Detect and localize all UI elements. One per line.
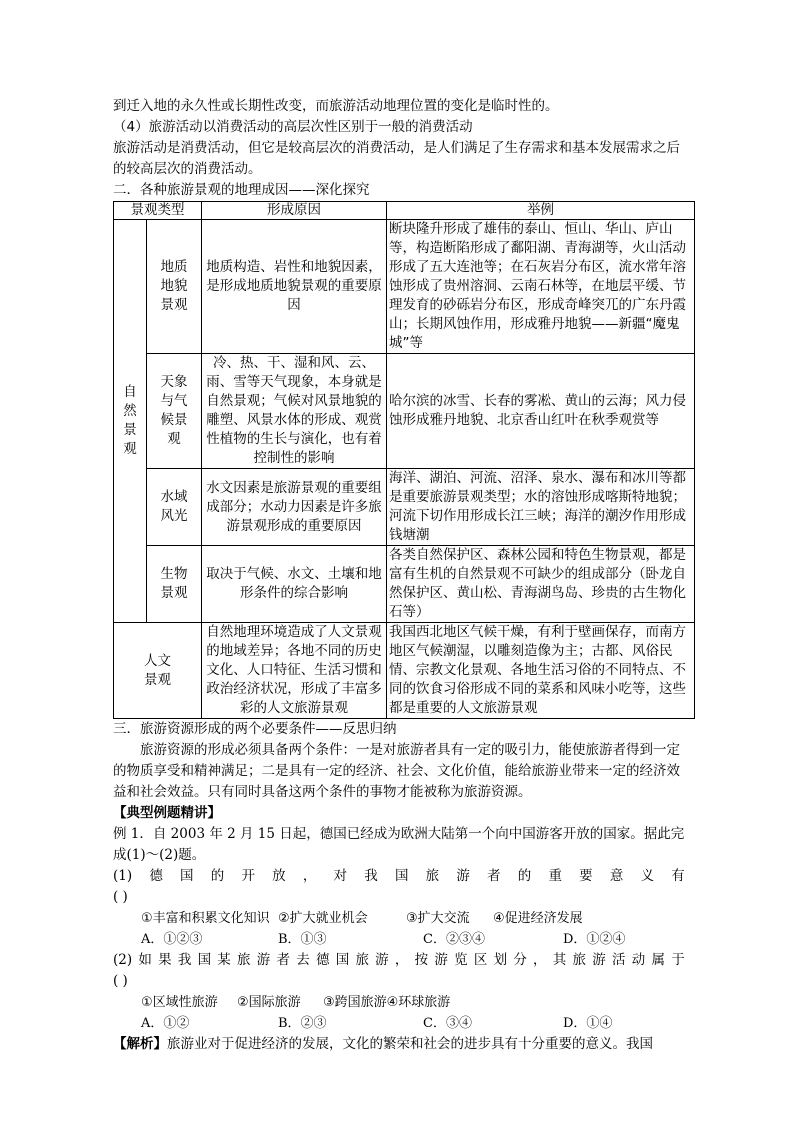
scenic-table (113, 201, 695, 719)
q1-choice: A．①②③ (141, 932, 203, 947)
reason-cell: 冷、热、干、湿和风、云、雨、雪等天气现象，本身就是自然景观；气候对风景地貌的雕塑、风景水体的形成、观赏性植物的生长与演化，也有着控制性的影响 (202, 354, 387, 469)
reason-cell: 水文因素是旅游景观的重要组成部分；水动力因素是许多旅游景观形成的重要原因 (202, 469, 387, 546)
question1-stem (113, 866, 685, 887)
question-stem-char: 我 (177, 952, 192, 968)
question-stem-char: 德 (149, 868, 163, 884)
section3-body: 旅游资源的形成必须具备两个条件：一是对旅游者具有一定的吸引力，能使旅游者得到一定的物质享受和精神满足；二是具有一定的经济、社会、文化价值，能给旅游业带来一定的经济效益和社会效益。只有同时具备这两个条件的事物才能被称为旅游资源。 (113, 742, 680, 800)
question-stem-char: 于 (671, 952, 685, 968)
question-stem-char: 有 (671, 868, 685, 884)
example1-intro: 例 1．自 2003 年 2 月 15 日起，德国已经成为欧洲大陆第一个向中国游客开放的国家。据此完成(1)～(2)题。 (113, 826, 685, 863)
reason-cell: 自然地理环境造成了人文景观的地域差异；各地不同的历史文化、人口特征、生活习惯和政治经济状况，形成了丰富多彩的人文旅游景观 (202, 623, 387, 719)
question2-stem (113, 950, 685, 971)
type-cell (147, 546, 202, 623)
example-cell: 哈尔滨的冰雪、长春的雾凇、黄山的云海；风力侵蚀形成雅丹地貌、北京香山红叶在秋季观赏等 (387, 354, 695, 469)
question-stem-char: 重 (548, 868, 562, 884)
question-stem-char: 我 (364, 868, 378, 884)
question-stem-char: 国 (394, 868, 409, 884)
question-stem-char: 按 (414, 952, 429, 968)
question-stem-char: 活 (611, 952, 626, 968)
question2-items (113, 992, 685, 1013)
question-stem-char: 游 (256, 952, 271, 968)
example-cell: 我国西北地区气候干燥，有利于壁画保存，而南方地区气候潮湿，以雕刻造像为主；古都、风俗民情、宗教文化景观、各地生活习俗的不同特点、不同的饮食习俗形成不同的菜系和风味小吃等，这些都是重要的人文旅游景观 (387, 623, 695, 719)
question-stem-char: ， (533, 952, 547, 968)
example-cell: 各类自然保护区、森林公园和特色生物景观，都是富有生机的自然景观不可缺少的组成部分（卧龙自然保护区、黄山松、青海湖鸟岛、珍贵的古生物化石等） (387, 546, 695, 623)
q2-choice: C．③④ (423, 1016, 472, 1031)
natural-category-label: 自然景观 (123, 384, 137, 457)
example-cell: 海洋、湖泊、河流、沼泽、泉水、瀑布和冰川等都是重要旅游景观类型；水的溶蚀形成喀斯特地貌；河流下切作用形成长江三峡；海洋的潮汐作用形成钱塘潮 (387, 469, 695, 546)
type-label: 水域风光 (160, 489, 188, 524)
q1-item: ③扩大交流 (406, 911, 470, 926)
intro-line: 到迁入地的永久性或长期性改变，而旅游活动地理位置的变化是临时性的。 (113, 98, 559, 114)
q1-item: ①丰富和积累文化知识 (141, 911, 270, 926)
reason-cell: 取决于气候、水文、土壤和地形条件的综合影响 (202, 546, 387, 623)
question1-paren: ( ) (113, 889, 128, 905)
table-row (114, 623, 695, 719)
q2-choice: D．①④ (563, 1016, 613, 1031)
q2-item: ③跨国旅游④环球旅游 (323, 995, 451, 1010)
question-stem-char: 义 (640, 868, 655, 884)
question-stem-char: 其 (552, 952, 567, 968)
analysis-line (113, 1034, 685, 1055)
question-stem-char: (1) (113, 868, 133, 884)
table-row (114, 469, 695, 546)
table-row (114, 220, 695, 354)
question-stem-char: 旅 (425, 868, 440, 884)
question-stem-char: 去 (296, 952, 310, 968)
question-stem-char: 分 (513, 952, 527, 968)
question-stem-char: (2) (113, 952, 133, 968)
question-stem-char: 属 (651, 952, 665, 968)
question1-choices (113, 929, 685, 950)
question-stem-char: 对 (333, 868, 348, 884)
question-stem-char: 意 (609, 868, 624, 884)
type-cell (147, 220, 202, 354)
question-stem-char: 国 (197, 952, 212, 968)
table-row (114, 546, 695, 623)
question-stem-char: 游 (592, 952, 606, 968)
analysis-label: 【解析】 (113, 1036, 167, 1052)
question-stem-char: ， (394, 952, 409, 968)
question-stem-char: 旅 (572, 952, 587, 968)
type-label: 生物景观 (160, 566, 188, 601)
question-stem-char: 游 (456, 868, 470, 884)
question-stem-char: 区 (473, 952, 488, 968)
question-stem-char: 游 (434, 952, 448, 968)
header-type: 景观类型 (114, 202, 202, 220)
natural-category-cell (114, 220, 147, 623)
q1-item: ②扩大就业机会 (278, 911, 368, 926)
question-stem-char: 德 (315, 952, 330, 968)
question-stem-char: 者 (276, 952, 290, 968)
question-stem-char: 览 (454, 952, 468, 968)
question2-paren: ( ) (113, 973, 128, 989)
human-type-cell (114, 623, 202, 719)
q1-item: ④促进经济发展 (493, 911, 583, 926)
question-stem-char: 果 (158, 952, 172, 968)
human-type-label: 人文景观 (144, 652, 171, 688)
example-cell: 断块隆升形成了雄伟的泰山、恒山、华山、庐山等，构造断陷形成了鄱阳湖、青海湖等，火山活动形成了五大连池等；在石灰岩分布区，流水常年溶蚀形成了贵州溶洞、云南石林等，在地层平缓、节理发育的砂砾岩分布区，形成奇峰突兀的广东丹霞山；长期风蚀作用，形成雅丹地貌——新疆“魔鬼城”等 (387, 220, 695, 354)
q2-choice: A．①② (141, 1016, 190, 1031)
q1-choice: C．②③④ (423, 932, 485, 947)
question-stem-char: 旅 (237, 952, 251, 968)
question-stem-char: 要 (579, 868, 593, 884)
section3-title: 三．旅游资源形成的两个必要条件——反思归纳 (113, 721, 397, 737)
q2-item: ①区域性旅游 (141, 995, 218, 1010)
header-reason: 形成原因 (202, 202, 387, 220)
type-cell (147, 354, 202, 469)
header-example: 举例 (387, 202, 695, 220)
question-stem-char: 游 (375, 952, 389, 968)
question-stem-char: 的 (210, 868, 225, 884)
q1-choice: D．①②④ (563, 932, 626, 947)
question1-items (113, 908, 685, 929)
question-stem-char: 划 (493, 952, 508, 968)
question-stem-char: 某 (217, 952, 231, 968)
reason-cell: 地质构造、岩性和地貌因素，是形成地质地貌景观的重要原因 (202, 220, 387, 354)
question2-choices (113, 1013, 685, 1034)
question-stem-char: 放 (272, 868, 286, 884)
table-row (114, 354, 695, 469)
type-label: 地质地貌景观 (160, 259, 188, 313)
question-stem-char: 开 (241, 868, 255, 884)
question-stem-char: 动 (631, 952, 646, 968)
q2-choice: B．②③ (278, 1016, 327, 1031)
question-stem-char: 国 (180, 868, 194, 884)
type-cell (147, 469, 202, 546)
document-page (113, 96, 685, 1055)
analysis-text: 旅游业对于促进经济的发展，文化的繁荣和社会的进步具有十分重要的意义。我国 (167, 1036, 653, 1052)
question-stem-char: 旅 (355, 952, 369, 968)
question-stem-char: 国 (335, 952, 350, 968)
question-stem-char: 的 (517, 868, 532, 884)
question-stem-char: 如 (138, 952, 152, 968)
table-header-row (114, 202, 695, 220)
examples-heading: 【典型例题精讲】 (113, 805, 221, 821)
question-stem-char: 者 (487, 868, 501, 884)
type-label: 天象与气候景观 (160, 374, 188, 447)
q2-item: ②国际旅游 (237, 995, 301, 1010)
q1-choice: B．①③ (278, 932, 327, 947)
question-stem-char: ， (302, 868, 317, 884)
section2-title: 二．各种旅游景观的地理成因——深化探究 (113, 182, 370, 198)
point4-body: 旅游活动是消费活动，但它是较高层次的消费活动，是人们满足了生存需求和基本发展需求之后的较高层次的消费活动。 (113, 140, 680, 177)
point4-title: （4）旅游活动以消费活动的高层次性区别于一般的消费活动 (113, 119, 473, 135)
